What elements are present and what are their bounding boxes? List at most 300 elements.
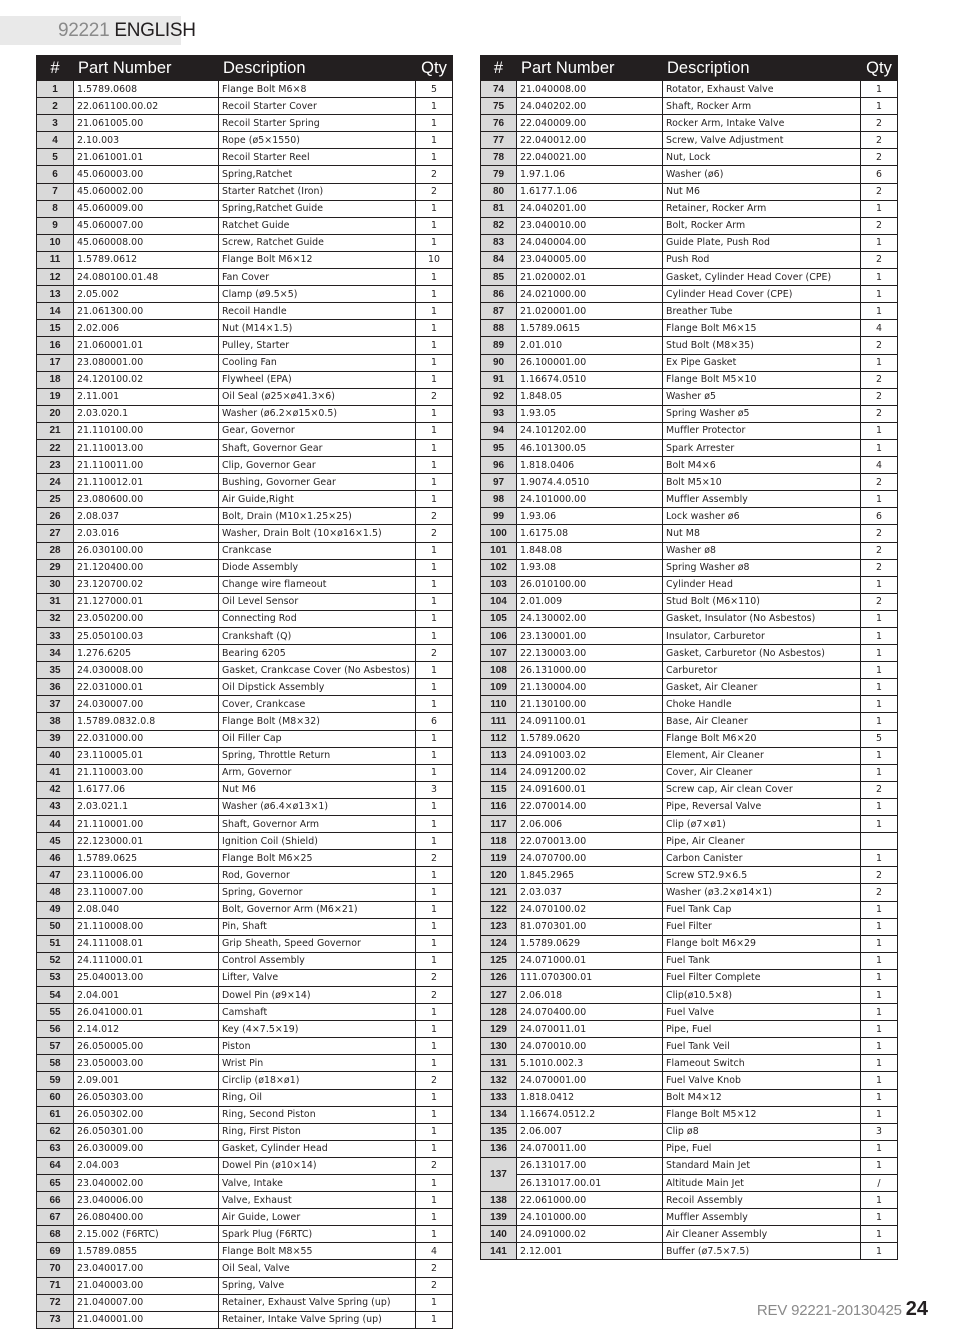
table-row bbox=[37, 918, 453, 935]
description-cell: Recoil Assembly bbox=[663, 1192, 861, 1209]
table-row bbox=[37, 816, 453, 833]
qty-cell: 1 bbox=[861, 713, 898, 730]
table-body bbox=[481, 81, 898, 1260]
table-row bbox=[37, 1294, 453, 1311]
part-number-cell: 1.5789.0620 bbox=[517, 730, 663, 747]
description-cell: Ring, Oil bbox=[219, 1089, 416, 1106]
description-cell: Pipe, Reversal Valve bbox=[663, 798, 861, 815]
table-row bbox=[481, 1089, 898, 1106]
description-cell: Washer (ø3.2×ø14×1) bbox=[663, 884, 861, 901]
item-number-cell: 40 bbox=[37, 747, 74, 764]
table-row bbox=[37, 1072, 453, 1089]
description-cell: Flameout Switch bbox=[663, 1055, 861, 1072]
table-row bbox=[37, 781, 453, 798]
table-row bbox=[37, 422, 453, 439]
part-number-cell: 26.030009.00 bbox=[74, 1140, 219, 1157]
part-number-cell: 45.060002.00 bbox=[74, 183, 219, 200]
table-row bbox=[481, 303, 898, 320]
part-number-cell: 21.020002.01 bbox=[517, 269, 663, 286]
table-row bbox=[37, 320, 453, 337]
item-number-cell: 141 bbox=[481, 1243, 517, 1260]
description-cell: Flange Bolt (M8×32) bbox=[219, 713, 416, 730]
part-number-cell: 2.02.006 bbox=[74, 320, 219, 337]
part-number-cell: 23.110006.00 bbox=[74, 867, 219, 884]
item-number-cell: 45 bbox=[37, 833, 74, 850]
part-number-cell: 1.9074.4.0510 bbox=[517, 474, 663, 491]
qty-cell: 1 bbox=[416, 833, 453, 850]
qty-cell: 1 bbox=[416, 337, 453, 354]
table-row bbox=[481, 337, 898, 354]
table-row bbox=[37, 833, 453, 850]
item-number-cell: 138 bbox=[481, 1192, 517, 1209]
item-number-cell: 102 bbox=[481, 559, 517, 576]
table-row bbox=[481, 918, 898, 935]
description-cell: Gasket, Carburetor (No Asbestos) bbox=[663, 645, 861, 662]
qty-cell: 1 bbox=[861, 610, 898, 627]
item-number-cell: 94 bbox=[481, 422, 517, 439]
part-number-cell: 2.08.037 bbox=[74, 508, 219, 525]
part-number-cell: 45.060007.00 bbox=[74, 217, 219, 234]
table-row bbox=[37, 559, 453, 576]
description-cell: Muffler Assembly bbox=[663, 1209, 861, 1226]
part-number-cell: 24.111000.01 bbox=[74, 952, 219, 969]
description-cell: Pulley, Starter bbox=[219, 337, 416, 354]
part-number-cell: 24.030008.00 bbox=[74, 662, 219, 679]
qty-cell: 1 bbox=[861, 491, 898, 508]
qty-cell: 1 bbox=[861, 1243, 898, 1260]
item-number-cell: 11 bbox=[37, 251, 74, 268]
item-number-cell: 117 bbox=[481, 816, 517, 833]
part-number-cell: 23.080001.00 bbox=[74, 354, 219, 371]
qty-cell: 2 bbox=[416, 183, 453, 200]
table-row bbox=[481, 183, 898, 200]
part-number-cell: 24.071000.01 bbox=[517, 952, 663, 969]
part-number-cell: 2.03.021.1 bbox=[74, 798, 219, 815]
page-number: 24 bbox=[905, 1298, 928, 1320]
description-cell: Nut M8 bbox=[663, 525, 861, 542]
qty-cell: 1 bbox=[416, 901, 453, 918]
description-cell: Circlip (ø18×ø1) bbox=[219, 1072, 416, 1089]
qty-cell: 2 bbox=[416, 850, 453, 867]
item-number-cell: 101 bbox=[481, 542, 517, 559]
part-number-cell: 26.100001.00 bbox=[517, 354, 663, 371]
table-row bbox=[37, 337, 453, 354]
part-number-cell: 2.03.037 bbox=[517, 884, 663, 901]
table-row bbox=[481, 662, 898, 679]
part-number-cell: 2.04.003 bbox=[74, 1157, 219, 1174]
table-row bbox=[37, 935, 453, 952]
item-number-cell: 16 bbox=[37, 337, 74, 354]
qty-cell: 2 bbox=[861, 132, 898, 149]
part-number-cell: 2.01.009 bbox=[517, 593, 663, 610]
description-cell: Fuel Valve Knob bbox=[663, 1072, 861, 1089]
item-number-cell: 25 bbox=[37, 491, 74, 508]
qty-cell: 1 bbox=[416, 952, 453, 969]
item-number-cell: 79 bbox=[481, 166, 517, 183]
part-number-cell: 24.091200.02 bbox=[517, 764, 663, 781]
item-number-cell: 60 bbox=[37, 1089, 74, 1106]
qty-cell: 2 bbox=[861, 149, 898, 166]
description-cell: Flange Bolt M6×25 bbox=[219, 850, 416, 867]
table-row bbox=[481, 1175, 898, 1192]
part-number-cell: 24.040201.00 bbox=[517, 200, 663, 217]
qty-cell: 1 bbox=[861, 850, 898, 867]
column-header-qty: Qty bbox=[416, 56, 453, 81]
qty-cell: 1 bbox=[416, 320, 453, 337]
qty-cell: 1 bbox=[861, 935, 898, 952]
item-number-cell: 64 bbox=[37, 1157, 74, 1174]
table-row bbox=[481, 1072, 898, 1089]
part-number-cell: 24.091000.02 bbox=[517, 1226, 663, 1243]
description-cell: Washer (ø6.2×ø15×0.5) bbox=[219, 405, 416, 422]
table-row bbox=[37, 286, 453, 303]
part-number-cell: 2.08.040 bbox=[74, 901, 219, 918]
qty-cell: 1 bbox=[416, 1209, 453, 1226]
qty-cell bbox=[861, 833, 898, 850]
table-row bbox=[37, 1243, 453, 1260]
qty-cell: 1 bbox=[861, 576, 898, 593]
description-cell: Clip, Governor Gear bbox=[219, 457, 416, 474]
description-cell: Carburetor bbox=[663, 662, 861, 679]
qty-cell: 2 bbox=[861, 388, 898, 405]
part-number-cell: 23.040010.00 bbox=[517, 217, 663, 234]
description-cell: Clamp (ø9.5×5) bbox=[219, 286, 416, 303]
qty-cell: 1 bbox=[416, 457, 453, 474]
part-number-cell: 45.060003.00 bbox=[74, 166, 219, 183]
item-number-cell: 71 bbox=[37, 1277, 74, 1294]
item-number-cell: 83 bbox=[481, 234, 517, 251]
table-row bbox=[37, 1038, 453, 1055]
qty-cell: 1 bbox=[416, 1089, 453, 1106]
part-number-cell: 23.110005.01 bbox=[74, 747, 219, 764]
table-row bbox=[37, 867, 453, 884]
qty-cell: 6 bbox=[861, 508, 898, 525]
description-cell: Oil Seal (ø25×ø41.3×6) bbox=[219, 388, 416, 405]
table-row bbox=[481, 422, 898, 439]
table-row bbox=[481, 1021, 898, 1038]
part-number-cell: 24.080100.01.48 bbox=[74, 269, 219, 286]
item-number-cell: 28 bbox=[37, 542, 74, 559]
item-number-cell: 12 bbox=[37, 269, 74, 286]
table-row bbox=[481, 986, 898, 1003]
qty-cell: 1 bbox=[416, 1055, 453, 1072]
qty-cell: 1 bbox=[416, 764, 453, 781]
part-number-cell: 24.070100.02 bbox=[517, 901, 663, 918]
part-number-cell: 1.818.0406 bbox=[517, 457, 663, 474]
item-number-cell: 139 bbox=[481, 1209, 517, 1226]
item-number-cell: 42 bbox=[37, 781, 74, 798]
description-cell: Lock washer ø6 bbox=[663, 508, 861, 525]
description-cell: Ex Pipe Gasket bbox=[663, 354, 861, 371]
qty-cell: 2 bbox=[861, 251, 898, 268]
item-number-cell: 32 bbox=[37, 610, 74, 627]
description-cell: Ignition Coil (Shield) bbox=[219, 833, 416, 850]
table-row bbox=[37, 730, 453, 747]
qty-cell: 4 bbox=[861, 320, 898, 337]
table-row bbox=[37, 713, 453, 730]
item-number-cell: 73 bbox=[37, 1311, 74, 1328]
description-cell: Piston bbox=[219, 1038, 416, 1055]
qty-cell: 1 bbox=[861, 303, 898, 320]
item-number-cell: 24 bbox=[37, 474, 74, 491]
qty-cell: 2 bbox=[416, 1260, 453, 1277]
part-number-cell: 24.040202.00 bbox=[517, 98, 663, 115]
table-row bbox=[37, 542, 453, 559]
qty-cell: 1 bbox=[861, 1209, 898, 1226]
part-number-cell: 1.818.0412 bbox=[517, 1089, 663, 1106]
part-number-cell: 23.120700.02 bbox=[74, 576, 219, 593]
item-number-cell: 96 bbox=[481, 457, 517, 474]
description-cell: Oil Seal, Valve bbox=[219, 1260, 416, 1277]
qty-cell: 1 bbox=[416, 1226, 453, 1243]
item-number-cell: 69 bbox=[37, 1243, 74, 1260]
part-number-cell: 24.040004.00 bbox=[517, 234, 663, 251]
part-number-cell: 22.040021.00 bbox=[517, 149, 663, 166]
description-cell: Washer (ø6.4×ø13×1) bbox=[219, 798, 416, 815]
description-cell: Choke Handle bbox=[663, 696, 861, 713]
qty-cell: 5 bbox=[861, 730, 898, 747]
qty-cell: 2 bbox=[861, 405, 898, 422]
item-number-cell: 62 bbox=[37, 1123, 74, 1140]
description-cell: Rod, Governor bbox=[219, 867, 416, 884]
qty-cell: 1 bbox=[416, 1106, 453, 1123]
table-row bbox=[37, 491, 453, 508]
item-number-cell: 86 bbox=[481, 286, 517, 303]
description-cell: Altitude Main Jet bbox=[663, 1175, 861, 1192]
item-number-cell: 122 bbox=[481, 901, 517, 918]
qty-cell: 2 bbox=[416, 525, 453, 542]
part-number-cell: 23.040005.00 bbox=[517, 251, 663, 268]
part-number-cell: 111.070300.01 bbox=[517, 969, 663, 986]
item-number-cell: 36 bbox=[37, 679, 74, 696]
description-cell: Muffler Protector bbox=[663, 422, 861, 439]
table-row bbox=[481, 269, 898, 286]
part-number-cell: 21.110013.00 bbox=[74, 439, 219, 456]
qty-cell: 1 bbox=[416, 371, 453, 388]
item-number-cell: 89 bbox=[481, 337, 517, 354]
table-row bbox=[37, 884, 453, 901]
qty-cell: 1 bbox=[416, 422, 453, 439]
part-number-cell: 1.6177.1.06 bbox=[517, 183, 663, 200]
qty-cell: 4 bbox=[416, 1243, 453, 1260]
item-number-cell: 22 bbox=[37, 439, 74, 456]
part-number-cell: 5.1010.002.3 bbox=[517, 1055, 663, 1072]
description-cell: Rocker Arm, Intake Valve bbox=[663, 115, 861, 132]
table-row bbox=[37, 764, 453, 781]
table-row bbox=[481, 1106, 898, 1123]
qty-cell: 1 bbox=[416, 200, 453, 217]
item-number-cell: 84 bbox=[481, 251, 517, 268]
qty-cell: 1 bbox=[861, 1089, 898, 1106]
part-number-cell: 22.031000.01 bbox=[74, 679, 219, 696]
qty-cell: 1 bbox=[416, 610, 453, 627]
part-number-cell: 23.050003.00 bbox=[74, 1055, 219, 1072]
table-row bbox=[37, 98, 453, 115]
part-number-cell: 22.070013.00 bbox=[517, 833, 663, 850]
qty-cell: 1 bbox=[416, 149, 453, 166]
item-number-cell: 100 bbox=[481, 525, 517, 542]
qty-cell: 1 bbox=[416, 234, 453, 251]
description-cell: Crankcase bbox=[219, 542, 416, 559]
qty-cell: 1 bbox=[861, 269, 898, 286]
qty-cell: 1 bbox=[861, 354, 898, 371]
item-number-cell: 137 bbox=[481, 1157, 517, 1191]
description-cell: Key (4×7.5×19) bbox=[219, 1021, 416, 1038]
item-number-cell: 63 bbox=[37, 1140, 74, 1157]
qty-cell: 1 bbox=[416, 696, 453, 713]
description-cell: Rope (ø5×1550) bbox=[219, 132, 416, 149]
qty-cell: 1 bbox=[416, 1294, 453, 1311]
qty-cell: 1 bbox=[861, 1192, 898, 1209]
part-number-cell: 81.070301.00 bbox=[517, 918, 663, 935]
description-cell: Push Rod bbox=[663, 251, 861, 268]
part-number-cell: 2.10.003 bbox=[74, 132, 219, 149]
qty-cell: 1 bbox=[861, 98, 898, 115]
item-number-cell: 88 bbox=[481, 320, 517, 337]
qty-cell: 1 bbox=[416, 132, 453, 149]
parts-table-right bbox=[480, 55, 898, 1260]
table-row bbox=[481, 969, 898, 986]
item-number-cell: 27 bbox=[37, 525, 74, 542]
part-number-cell: 23.040006.00 bbox=[74, 1192, 219, 1209]
qty-cell: 5 bbox=[416, 81, 453, 98]
part-number-cell: 1.5789.0832.0.8 bbox=[74, 713, 219, 730]
table-row bbox=[481, 457, 898, 474]
table-row bbox=[37, 1089, 453, 1106]
qty-cell: 1 bbox=[416, 1004, 453, 1021]
parts-table-left bbox=[36, 55, 453, 1329]
part-number-cell: 26.050302.00 bbox=[74, 1106, 219, 1123]
table-row bbox=[481, 200, 898, 217]
part-number-cell: 2.06.006 bbox=[517, 816, 663, 833]
description-cell: Bolt, Drain (M10×1.25×25) bbox=[219, 508, 416, 525]
item-number-cell: 4 bbox=[37, 132, 74, 149]
description-cell: Ring, Second Piston bbox=[219, 1106, 416, 1123]
item-number-cell: 129 bbox=[481, 1021, 517, 1038]
part-number-cell: 21.120400.00 bbox=[74, 559, 219, 576]
qty-cell: 2 bbox=[861, 884, 898, 901]
part-number-cell: 26.131017.00 bbox=[517, 1157, 663, 1174]
qty-cell: 2 bbox=[416, 1277, 453, 1294]
table-row bbox=[481, 508, 898, 525]
item-number-cell: 23 bbox=[37, 457, 74, 474]
item-number-cell: 39 bbox=[37, 730, 74, 747]
item-number-cell: 136 bbox=[481, 1140, 517, 1157]
table-row bbox=[37, 1226, 453, 1243]
item-number-cell: 82 bbox=[481, 217, 517, 234]
description-cell: Flange Bolt M6×12 bbox=[219, 251, 416, 268]
qty-cell: 2 bbox=[861, 217, 898, 234]
item-number-cell: 21 bbox=[37, 422, 74, 439]
item-number-cell: 74 bbox=[481, 81, 517, 98]
qty-cell: 1 bbox=[416, 679, 453, 696]
qty-cell: 1 bbox=[416, 115, 453, 132]
table-row bbox=[37, 1260, 453, 1277]
qty-cell: 1 bbox=[416, 935, 453, 952]
item-number-cell: 30 bbox=[37, 576, 74, 593]
table-row bbox=[37, 269, 453, 286]
part-number-cell: 21.061005.00 bbox=[74, 115, 219, 132]
qty-cell: 1 bbox=[416, 884, 453, 901]
table-row bbox=[37, 132, 453, 149]
description-cell: Nut M6 bbox=[663, 183, 861, 200]
qty-cell: 1 bbox=[416, 354, 453, 371]
part-number-cell: 1.97.1.06 bbox=[517, 166, 663, 183]
item-number-cell: 80 bbox=[481, 183, 517, 200]
description-cell: Clip(ø10.5×8) bbox=[663, 986, 861, 1003]
description-cell: Crankshaft (Q) bbox=[219, 628, 416, 645]
item-number-cell: 75 bbox=[481, 98, 517, 115]
item-number-cell: 67 bbox=[37, 1209, 74, 1226]
item-number-cell: 119 bbox=[481, 850, 517, 867]
table-row bbox=[37, 303, 453, 320]
item-number-cell: 51 bbox=[37, 935, 74, 952]
part-number-cell: 21.040003.00 bbox=[74, 1277, 219, 1294]
description-cell: Fuel Valve bbox=[663, 1004, 861, 1021]
item-number-cell: 65 bbox=[37, 1175, 74, 1192]
part-number-cell: 2.06.007 bbox=[517, 1123, 663, 1140]
description-cell: Flange Bolt M5×10 bbox=[663, 371, 861, 388]
table-row bbox=[37, 747, 453, 764]
part-number-cell: 1.276.6205 bbox=[74, 645, 219, 662]
item-number-cell: 6 bbox=[37, 166, 74, 183]
qty-cell: 1 bbox=[416, 98, 453, 115]
table-row bbox=[37, 969, 453, 986]
table-row bbox=[37, 525, 453, 542]
item-number-cell: 66 bbox=[37, 1192, 74, 1209]
qty-cell: 1 bbox=[861, 1021, 898, 1038]
qty-cell: 1 bbox=[416, 405, 453, 422]
table-row bbox=[37, 696, 453, 713]
table-row bbox=[481, 217, 898, 234]
table-row bbox=[37, 850, 453, 867]
qty-cell: 2 bbox=[861, 115, 898, 132]
table-row bbox=[37, 1021, 453, 1038]
description-cell: Starter Ratchet (Iron) bbox=[219, 183, 416, 200]
table-row bbox=[481, 645, 898, 662]
item-number-cell: 72 bbox=[37, 1294, 74, 1311]
qty-cell: 1 bbox=[416, 798, 453, 815]
item-number-cell: 77 bbox=[481, 132, 517, 149]
table-row bbox=[481, 234, 898, 251]
part-number-cell: 2.06.018 bbox=[517, 986, 663, 1003]
table-row bbox=[481, 576, 898, 593]
description-cell: Air Guide,Right bbox=[219, 491, 416, 508]
column-header-part-number: Part Number bbox=[74, 56, 219, 81]
description-cell: Shaft, Governor Gear bbox=[219, 439, 416, 456]
table-row bbox=[37, 901, 453, 918]
item-number-cell: 53 bbox=[37, 969, 74, 986]
qty-cell: 1 bbox=[861, 816, 898, 833]
part-number-cell: 1.5789.0625 bbox=[74, 850, 219, 867]
part-number-cell: 21.127000.01 bbox=[74, 593, 219, 610]
description-cell: Recoil Handle bbox=[219, 303, 416, 320]
qty-cell: 3 bbox=[416, 781, 453, 798]
part-number-cell: 1.5789.0855 bbox=[74, 1243, 219, 1260]
qty-cell: 2 bbox=[416, 969, 453, 986]
table-row bbox=[37, 645, 453, 662]
item-number-cell: 1 bbox=[37, 81, 74, 98]
table-row bbox=[37, 986, 453, 1003]
qty-cell: 1 bbox=[416, 491, 453, 508]
qty-cell: 2 bbox=[861, 525, 898, 542]
item-number-cell: 118 bbox=[481, 833, 517, 850]
part-number-cell: 1.5789.0608 bbox=[74, 81, 219, 98]
item-number-cell: 9 bbox=[37, 217, 74, 234]
model-number: 92221 bbox=[58, 20, 110, 41]
part-number-cell: 21.040007.00 bbox=[74, 1294, 219, 1311]
description-cell: Bolt, Governor Arm (M6×21) bbox=[219, 901, 416, 918]
